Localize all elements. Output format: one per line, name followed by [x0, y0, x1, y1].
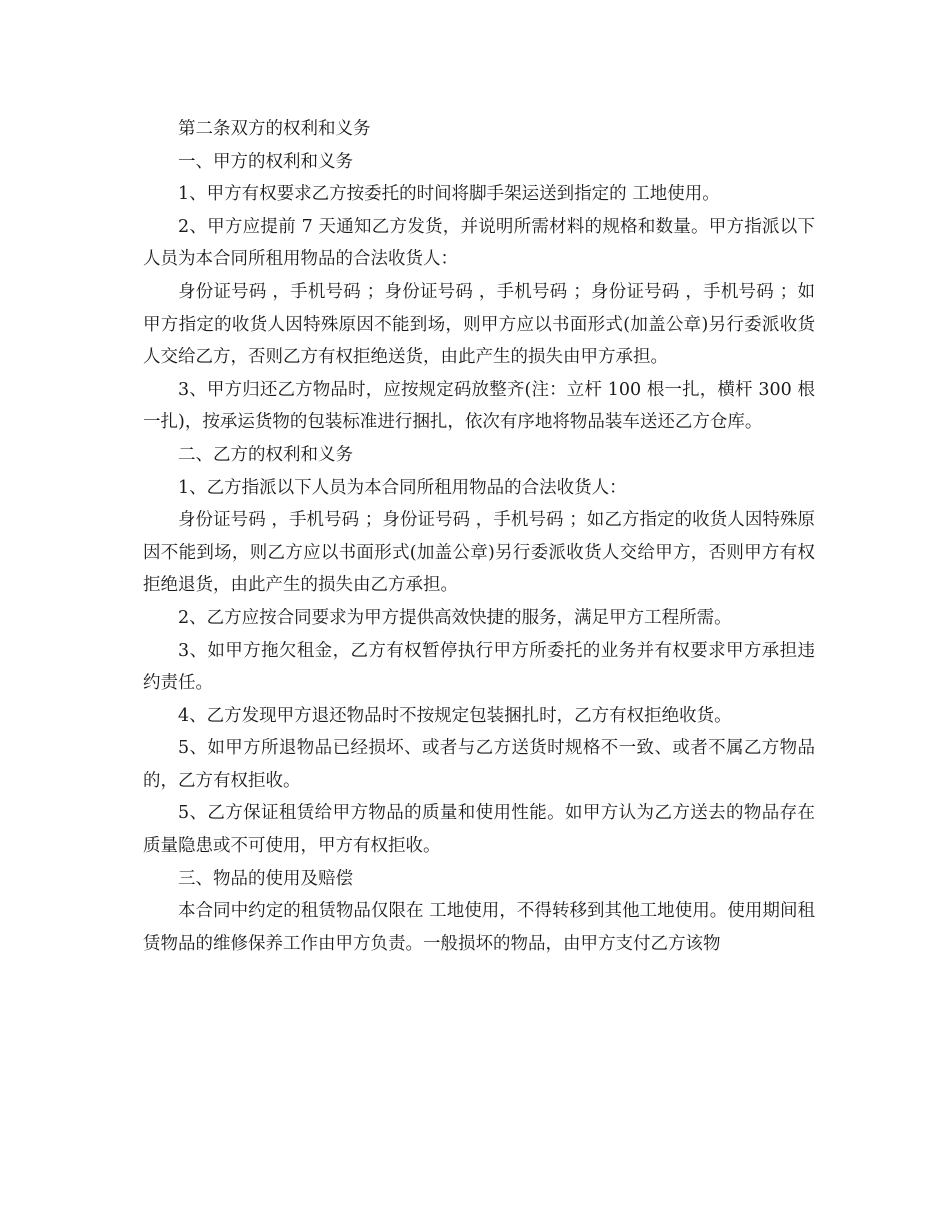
- paragraph: 1、乙方指派以下人员为本合同所租用物品的合法收货人：: [178, 477, 627, 498]
- paragraph: 3、如甲方拖欠租金，乙方有权暂停执行甲方所委托的业务并有权要求甲方承担违约责任。: [143, 640, 815, 694]
- paragraph: 身份证号码 ，手机号码 ；身份证号码 ，手机号码 ；如乙方指定的收货人因特殊原因不能到场，则乙方应以书面形式(加盖公章)另行委派收货人交给甲方，否则甲方有权拒绝退货，由此产生的损失由乙方承担。: [143, 510, 815, 596]
- paragraph: 4、乙方发现甲方退还物品时不按规定包装捆扎时，乙方有权拒绝收货。: [178, 705, 732, 726]
- paragraph: 3、甲方归还乙方物品时，应按规定码放整齐(注：立杆 100 根一扎，横杆 300 根一扎)，按承运货物的包装标准进行捆扎，依次有序地将物品装车送还乙方仓库。: [143, 379, 815, 433]
- section-heading-use-and-compensation: 三、物品的使用及赔偿: [178, 868, 353, 889]
- paragraph: 2、乙方应按合同要求为甲方提供高效快捷的服务，满足甲方工程所需。: [178, 607, 732, 628]
- section-heading-party-a: 一、甲方的权利和义务: [178, 151, 353, 172]
- document-body: [143, 113, 815, 960]
- paragraph: 5、如甲方所退物品已经损坏、或者与乙方送货时规格不一致、或者不属乙方物品的，乙方有权拒收。: [143, 738, 815, 791]
- paragraph: 身份证号码 ，手机号码 ；身份证号码 ，手机号码 ；身份证号码 ，手机号码 ；如甲方指定的收货人因特殊原因不能到场，则甲方应以书面形式(加盖公章)另行委派收货人交给乙方，否则乙方有权拒绝送货，由此产生的损失由甲方承担。: [143, 281, 815, 368]
- paragraph: 本合同中约定的租赁物品仅限在 工地使用，不得转移到其他工地使用。使用期间租赁物品的维修保养工作由甲方负责。一般损坏的物品，由甲方支付乙方该物: [143, 901, 815, 954]
- article-heading: 第二条双方的权利和义务: [178, 119, 371, 139]
- paragraph: 5、乙方保证租赁给甲方物品的质量和使用性能。如甲方认为乙方送去的物品存在质量隐患或不可使用，甲方有权拒收。: [143, 803, 815, 857]
- section-heading-party-b: 二、乙方的权利和义务: [178, 444, 353, 465]
- paragraph: 2、甲方应提前 7 天通知乙方发货，并说明所需材料的规格和数量。甲方指派以下人员为本合同所租用物品的合法收货人：: [143, 216, 815, 270]
- paragraph: 1、甲方有权要求乙方按委托的时间将脚手架运送到指定的 工地使用。: [178, 184, 720, 205]
